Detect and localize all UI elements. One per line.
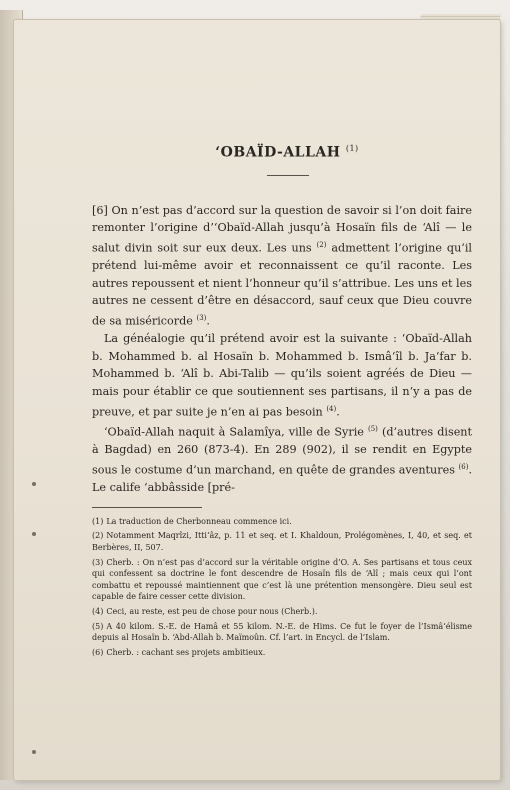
footnote-number: (2) xyxy=(92,531,104,541)
footnote-text: Cherb. : cachant ses projets ambitieux. xyxy=(106,647,266,657)
paragraph-text: ‘Obaïd-Allah naquit à Salamîya, ville de Syrie xyxy=(104,425,368,439)
footnote-ref: (6) xyxy=(458,462,469,471)
binding-hole xyxy=(32,750,36,754)
paragraph-text: admettent l’origine qu’il prétend lui-même avoir et reconnaissent ce qu’il raconte. Les autres repoussent et nient l’honneur qu’il s’attribue. Les uns et les autres ne cessent d’être en désaccord, sauf ceux que Dieu couvre de sa miséricorde xyxy=(92,241,472,328)
footnote-ref: (4) xyxy=(326,404,337,413)
footnote-ref: (2) xyxy=(316,240,327,249)
footnote-text: Ceci, au reste, est peu de chose pour nous (Cherb.). xyxy=(106,606,318,616)
chapter-title xyxy=(92,144,472,161)
footnote-number: (5) xyxy=(92,621,104,631)
footnote xyxy=(92,621,472,644)
footnote-number: (3) xyxy=(92,557,104,567)
footnote-number: (6) xyxy=(92,647,104,657)
footnote-separator xyxy=(92,507,202,508)
title-rule xyxy=(267,175,309,176)
paragraph-text: La généalogie qu’il prétend avoir est la suivante : ‘Obaïd-Allah b. Mohammed b. al Hosaïn b. Mohammed b. Ismâ‘îl b. Ja‘far b. Mohammed b. ‘Alî b. Abi-Talib — qu’ils soient agréés de Dieu — mais pour établir ce que soutiennent ses partisans, il n’y a pas de preuve, et par suite je n’en ai pas besoin xyxy=(92,332,472,419)
footnote-text: Cherb. : On n’est pas d’accord sur la véritable origine d’O. A. Ses partisans et tous ceux qui confessent sa doctrine le font descendre de Hosaïn fils de ‘Alî ; mais ceux qui l’ont combattu et repoussé maintiennent que c’est là une prétention mensongère. Dieu seul est capable de faire cesser cette division. xyxy=(92,557,472,602)
footnote xyxy=(92,557,472,603)
footnote xyxy=(92,516,472,528)
footnotes xyxy=(92,516,472,659)
footnote-number: (4) xyxy=(92,606,104,616)
paragraph-text: . xyxy=(336,405,340,419)
footnote xyxy=(92,647,472,659)
page-content xyxy=(92,144,472,661)
footnote xyxy=(92,530,472,553)
paragraph-text: [6] On n’est pas d’accord sur la question de savoir si l’on doit faire remonter l’origine d’‘Obaïd-Allah jusqu’à Hosaïn fils de ‘Alî — le salut divin soit sur eux deux. Les uns xyxy=(92,203,472,255)
paragraph-text: . Le calife ‘abbâsside [pré- xyxy=(92,463,473,495)
body-paragraph xyxy=(92,421,472,497)
body-text xyxy=(92,202,472,497)
footnote xyxy=(92,606,472,618)
binding-hole xyxy=(32,482,36,486)
chapter-title-text: ‘OBAÏD-ALLAH xyxy=(215,144,341,161)
footnote-ref: (5) xyxy=(367,424,378,433)
paragraph-text: (d’autres disent à Bagdad) en 260 (873-4). En 289 (902), il se rendit en Egypte sous le costume d’un marchand, en quête de grandes aventures xyxy=(92,425,473,477)
footnote-ref: (3) xyxy=(196,313,207,322)
body-paragraph xyxy=(92,202,472,331)
title-footnote-ref: (1) xyxy=(345,144,359,153)
footnote-text: La traduction de Cherbonneau commence ici. xyxy=(106,516,292,526)
body-paragraph xyxy=(92,330,472,421)
footnote-text: Notamment Maqrîzi, Itti‘âz, p. 11 et seq. et I. Khaldoun, Prolégomènes, I, 40, et seq. et Berbères, II, 507. xyxy=(92,531,472,553)
binding-hole xyxy=(32,532,36,536)
paragraph-text: . xyxy=(206,314,210,328)
footnote-number: (1) xyxy=(92,516,104,526)
footnote-text: A 40 kilom. S.-E. de Hamâ et 55 kilom. N.-E. de Hims. Ce fut le foyer de l’Ismâ‘élisme depuis al Hosaïn b. ‘Abd-Allah b. Maïmoûn. Cf. l’art. in Encycl. de l’Islam. xyxy=(92,621,472,643)
